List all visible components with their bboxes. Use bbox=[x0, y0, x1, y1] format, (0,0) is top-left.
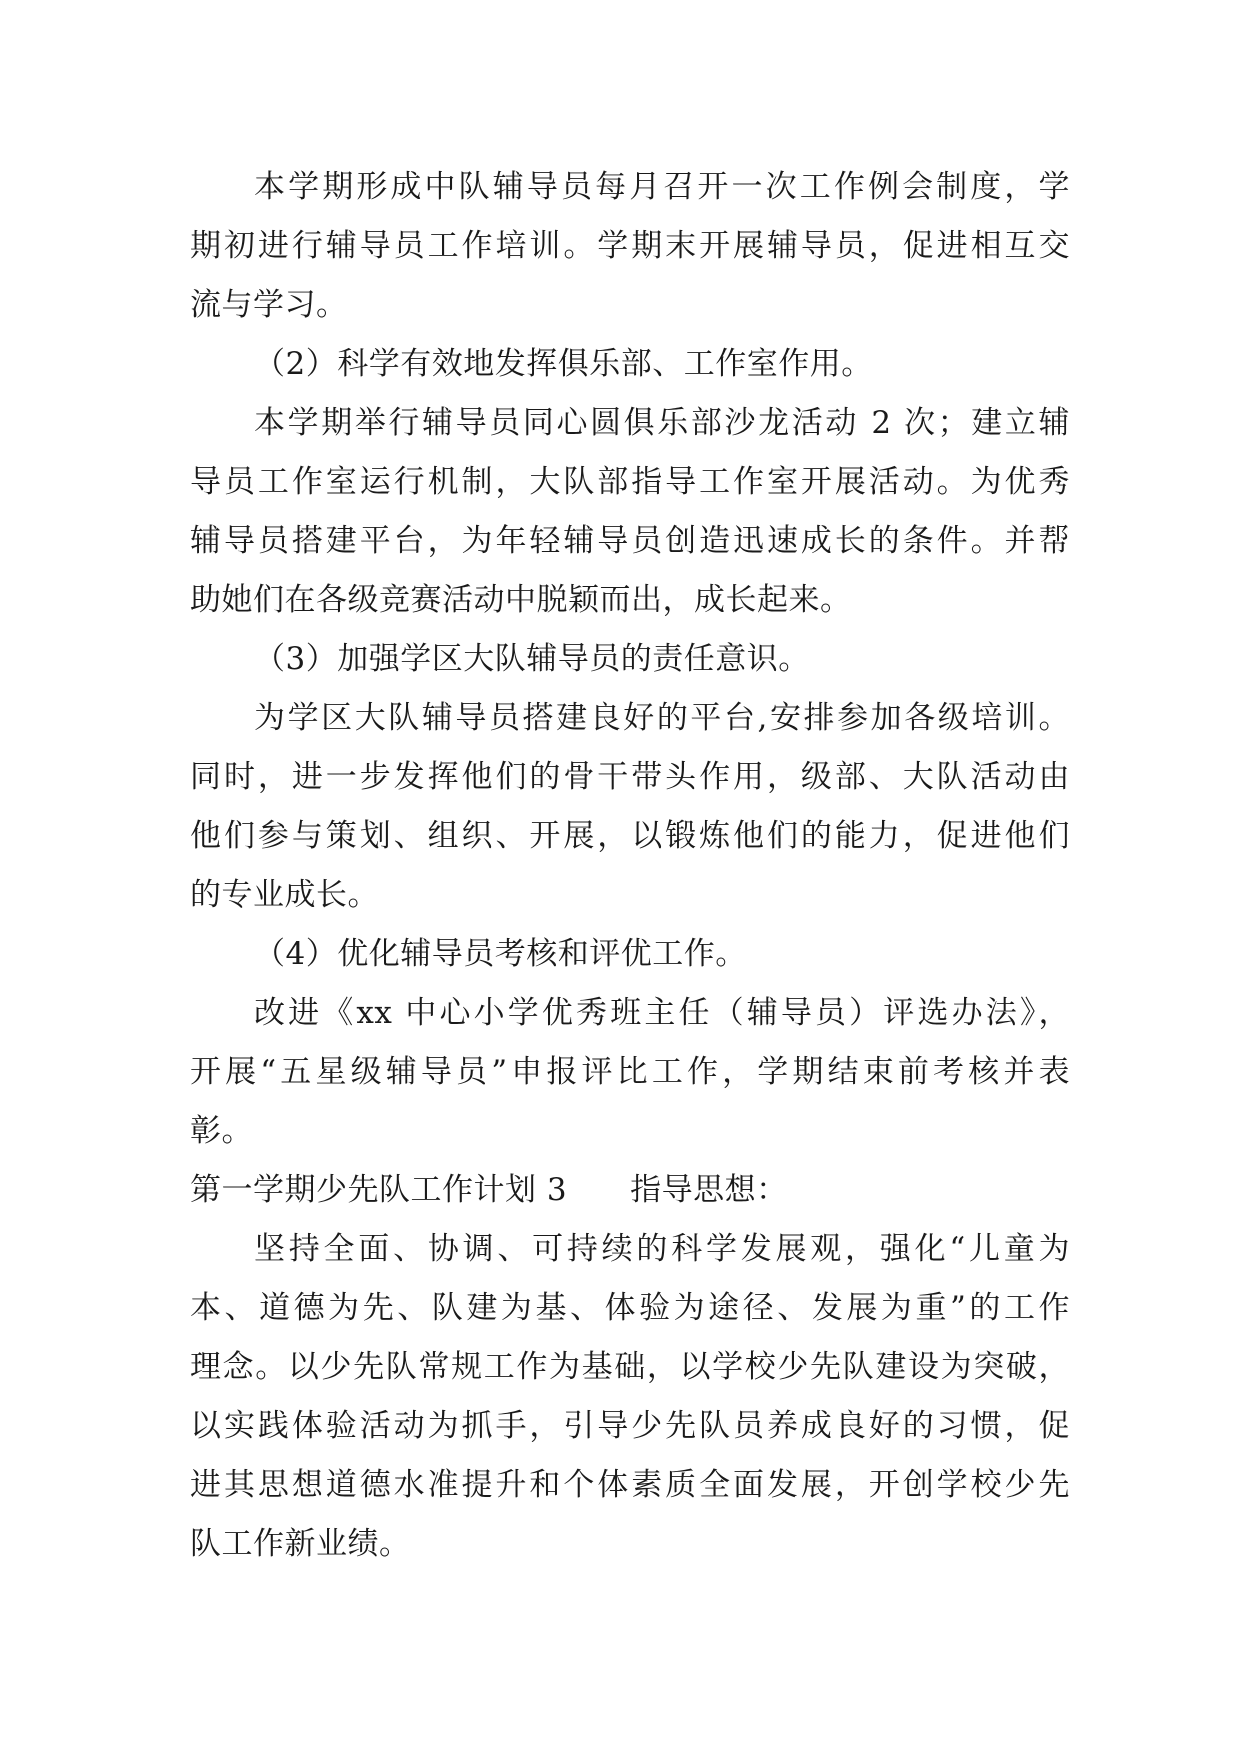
paragraph-line: 彰。 bbox=[190, 1113, 253, 1149]
paragraph-line: 队工作新业绩。 bbox=[190, 1526, 411, 1562]
paragraph-line: 导员工作室运行机制，大队部指导工作室开展活动。为优秀 bbox=[190, 464, 1070, 500]
paragraph-line: 的专业成长。 bbox=[190, 877, 379, 913]
paragraph-line: 开展“五星级辅导员”申报评比工作，学期结束前考核并表 bbox=[190, 1054, 1070, 1090]
section-heading: （3）加强学区大队辅导员的责任意识。 bbox=[254, 641, 810, 677]
paragraph-line: 他们参与策划、组织、开展，以锻炼他们的能力，促进他们 bbox=[190, 818, 1070, 854]
paragraph-line: 以实践体验活动为抓手，引导少先队员养成良好的习惯，促 bbox=[190, 1408, 1070, 1444]
paragraph-line: 本、道德为先、队建为基、体验为途径、发展为重”的工作 bbox=[190, 1290, 1070, 1326]
section-heading: （4）优化辅导员考核和评优工作。 bbox=[254, 936, 747, 972]
paragraph-line: 本学期举行辅导员同心圆俱乐部沙龙活动 2 次；建立辅 bbox=[254, 405, 1070, 441]
paragraph-line: 进其思想道德水准提升和个体素质全面发展，开创学校少先 bbox=[190, 1467, 1070, 1503]
paragraph-line: 流与学习。 bbox=[190, 287, 348, 323]
paragraph-line: 助她们在各级竞赛活动中脱颖而出，成长起来。 bbox=[190, 582, 852, 618]
paragraph-line: 为学区大队辅导员搭建良好的平台,安排参加各级培训。 bbox=[254, 700, 1070, 736]
plan-title: 第一学期少先队工作计划 3 指导思想： bbox=[190, 1172, 788, 1208]
paragraph-line: 同时，进一步发挥他们的骨干带头作用，级部、大队活动由 bbox=[190, 759, 1070, 795]
paragraph-line: 辅导员搭建平台，为年轻辅导员创造迅速成长的条件。并帮 bbox=[190, 523, 1070, 559]
section-heading: （2）科学有效地发挥俱乐部、工作室作用。 bbox=[254, 346, 873, 382]
paragraph-line: 期初进行辅导员工作培训。学期末开展辅导员，促进相互交 bbox=[190, 228, 1070, 264]
paragraph-line: 坚持全面、协调、可持续的科学发展观，强化“儿童为 bbox=[254, 1231, 1070, 1267]
paragraph-line: 本学期形成中队辅导员每月召开一次工作例会制度，学 bbox=[254, 169, 1070, 205]
paragraph-line: 理念。以少先队常规工作为基础，以学校少先队建设为突破， bbox=[190, 1349, 1070, 1385]
paragraph-line: 改进《xx 中心小学优秀班主任（辅导员）评选办法》， bbox=[254, 995, 1070, 1031]
